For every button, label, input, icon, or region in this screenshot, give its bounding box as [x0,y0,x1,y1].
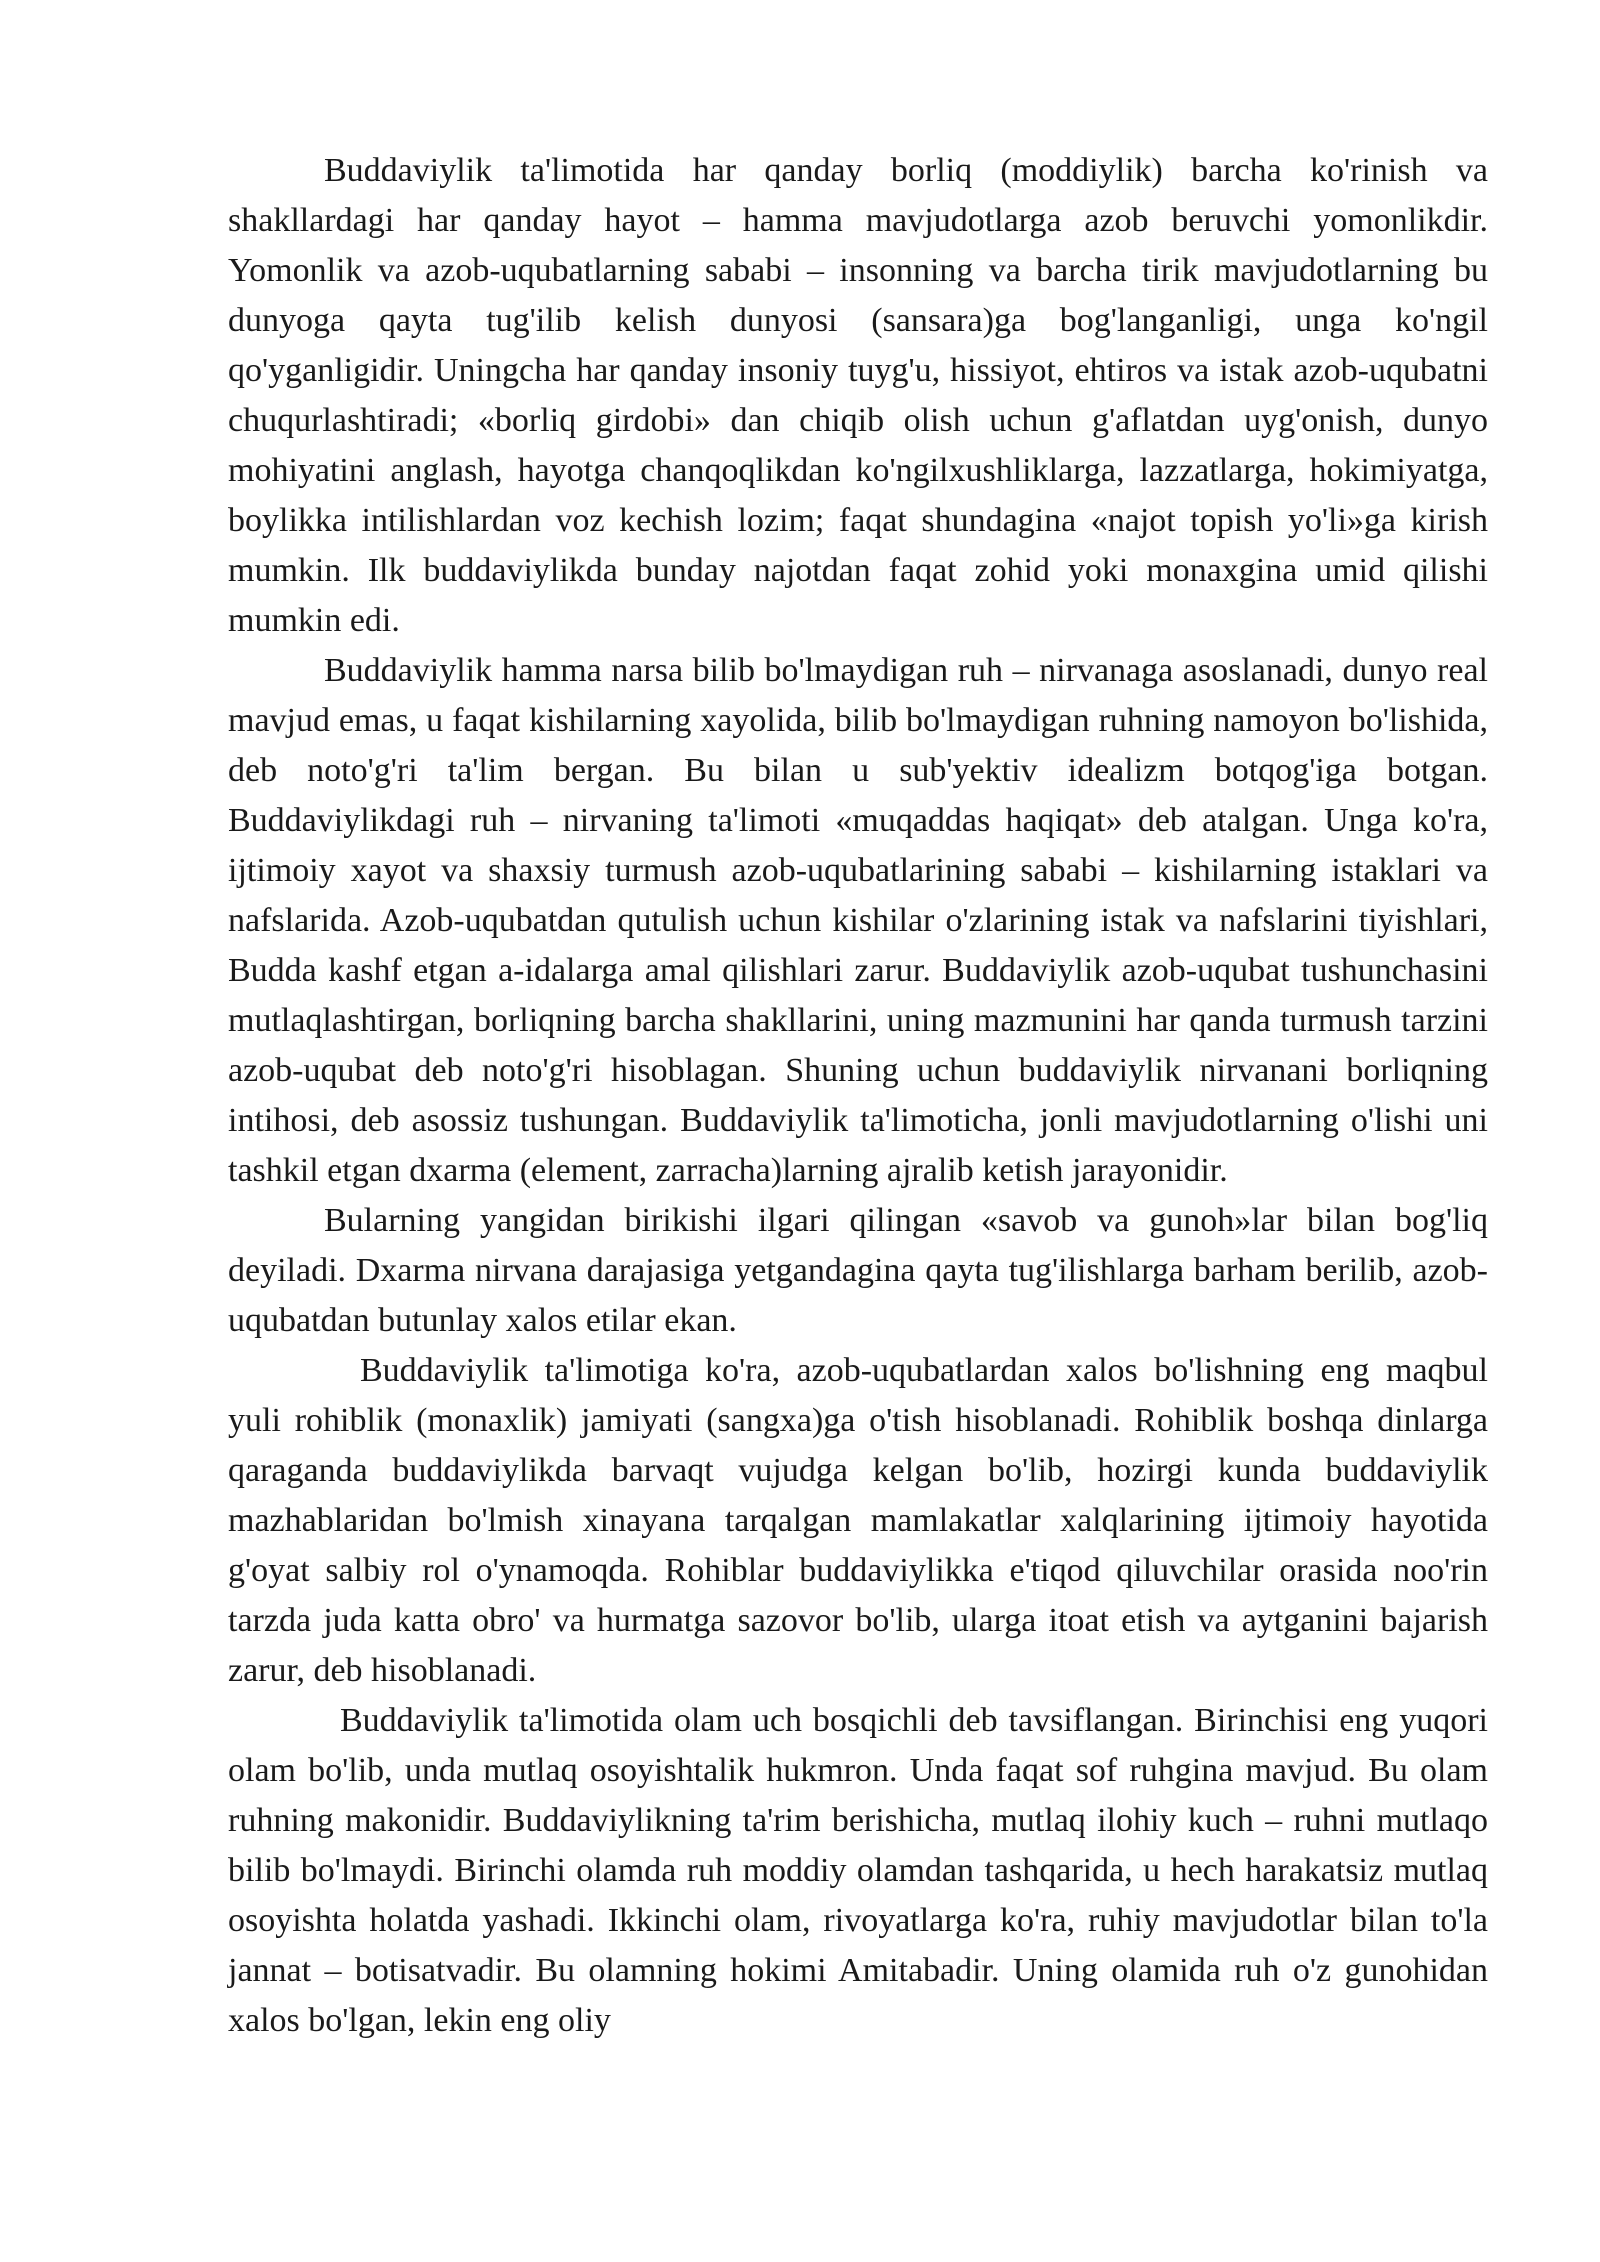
document-page [228,146,1488,2046]
paragraph-2: Buddaviylik hamma narsa bilib bo'lmaydigan ruh – nirvanaga asoslanadi, dunyo real mavjud emas, u faqat kishilarning xayolida, bilib bo'lmaydigan ruhning namoyon bo'lishida, deb noto'g'ri ta'lim bergan. Bu bilan u sub'yektiv idealizm botqog'iga botgan. Buddaviylikdagi ruh – nirvaning ta'limoti «muqaddas haqiqat» deb atalgan. Unga ko'ra, ijtimoiy xayot va shaxsiy turmush azob-uqubatlarining sababi – kishilarning istaklari va nafslarida. Azob-uqubatdan qutulish uchun kishilar o'zlarining istak va nafslarini tiyishlari, Budda kashf etgan a-idalarga amal qilishlari zarur. Buddaviylik azob-uqubat tushunchasini mutlaqlashtirgan, borliqning barcha shakllarini, uning mazmunini har qanda turmush tarzini azob-uqubat deb noto'g'ri hisoblagan. Shuning uchun buddaviylik nirvanani borliqning intihosi, deb asossiz tushungan. Buddaviylik ta'limoticha, jonli mavjudotlarning o'lishi uni tashkil etgan dxarma (element, zarracha)larning ajralib ketish jarayonidir. [228,652,1488,1189]
paragraph-5: Buddaviylik ta'limotida olam uch bosqichli deb tavsiflangan. Birinchisi eng yuqori olam bo'lib, unda mutlaq osoyishtalik hukmron. Unda faqat sof ruhgina mavjud. Bu olam ruhning makonidir. Buddaviylikning ta'rim berishicha, mutlaq ilohiy kuch – ruhni mutlaqo bilib bo'lmaydi. Birinchi olamda ruh moddiy olamdan tashqarida, u hech harakatsiz mutlaq osoyishta holatda yashadi. Ikkinchi olam, rivoyatlarga ko'ra, ruhiy mavjudotlar bilan to'la jannat – botisatvadir. Bu olamning hokimi Amitabadir. Uning olamida ruh o'z gunohidan xalos bo'lgan, lekin eng oliy [228,1702,1488,2039]
paragraph-4: Buddaviylik ta'limotiga ko'ra, azob-uqubatlardan xalos bo'lishning eng maqbul yuli rohiblik (monaxlik) jamiyati (sangxa)ga o'tish hisoblanadi. Rohiblik boshqa dinlarga qaraganda buddaviylikda barvaqt vujudga kelgan bo'lib, hozirgi kunda buddaviylik mazhablaridan bo'lmish xinayana tarqalgan mamlakatlar xalqlarining ijtimoiy hayotida g'oyat salbiy rol o'ynamoqda. Rohiblar buddaviylikka e'tiqod qiluvchilar orasida noo'rin tarzda juda katta obro' va hurmatga sazovor bo'lib, ularga itoat etish va aytganini bajarish zarur, deb hisoblanadi. [228,1352,1488,1689]
paragraph-3: Bularning yangidan birikishi ilgari qilingan «savob va gunoh»lar bilan bog'liq deyiladi. Dxarma nirvana darajasiga yetgandagina qayta tug'ilishlarga barham berilib, azob-uqubatdan butunlay xalos etilar ekan. [228,1202,1488,1339]
paragraph-1: Buddaviylik ta'limotida har qanday borliq (moddiylik) barcha ko'rinish va shakllardagi har qanday hayot – hamma mavjudotlarga azob beruvchi yomonlikdir. Yomonlik va azob-uqubatlarning sababi – insonning va barcha tirik mavjudotlarning bu dunyoga qayta tug'ilib kelish dunyosi (sansara)ga bog'langanligi, unga ko'ngil qo'yganligidir. Uningcha har qanday insoniy tuyg'u, hissiyot, ehtiros va istak azob-uqubatni chuqurlashtiradi; «borliq girdobi» dan chiqib olish uchun g'aflatdan uyg'onish, dunyo mohiyatini anglash, hayotga chanqoqlikdan ko'ngilxushliklarga, lazzatlarga, hokimiyatga, boylikka intilishlardan voz kechish lozim; faqat shundagina «najot topish yo'li»ga kirish mumkin. Ilk buddaviylikda bunday najotdan faqat zohid yoki monaxgina umid qilishi mumkin edi. [228,152,1488,639]
